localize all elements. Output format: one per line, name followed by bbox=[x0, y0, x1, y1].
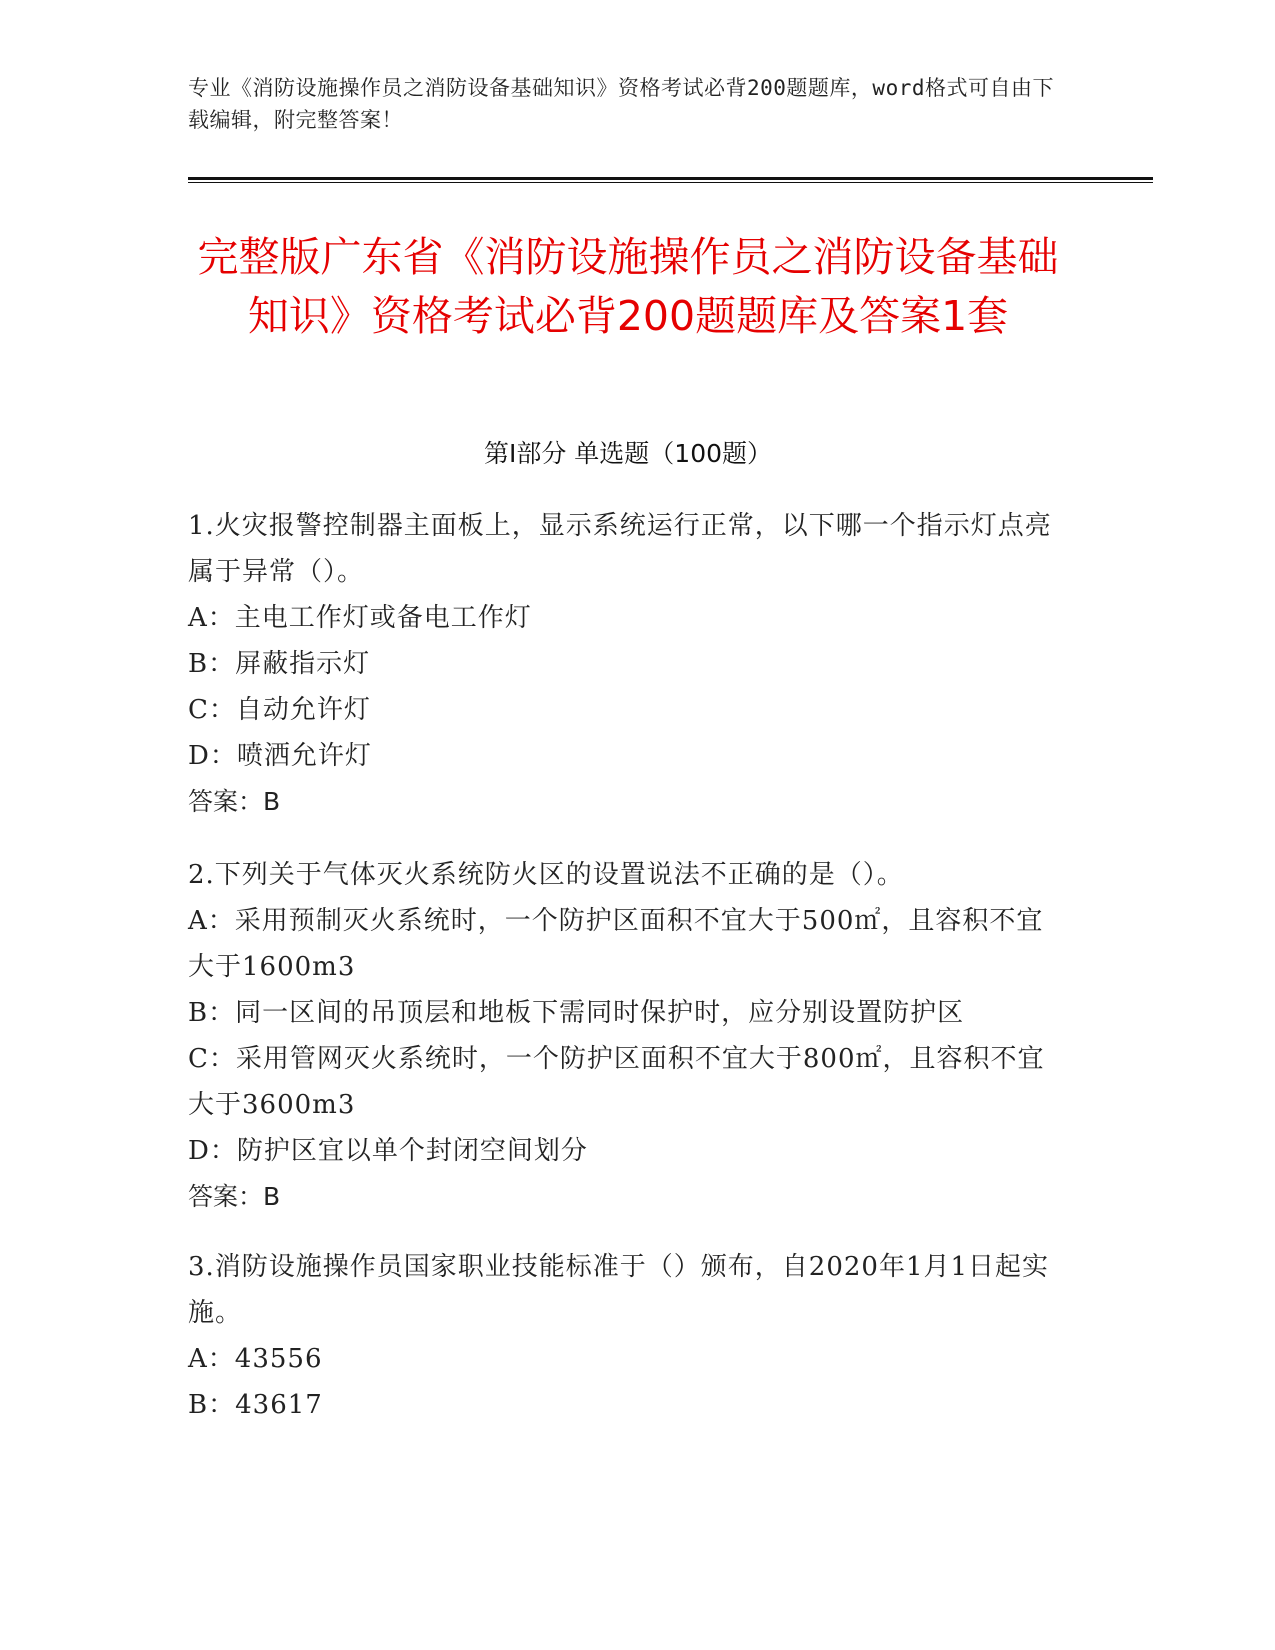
question-1 bbox=[188, 503, 1068, 825]
option-c: C：采用管网灭火系统时，一个防护区面积不宜大于800㎡，且容积不宜大于3600m3 bbox=[188, 1044, 1045, 1120]
question-stem: 2.下列关于气体灭火系统防火区的设置说法不正确的是（）。 bbox=[188, 860, 904, 890]
question-2 bbox=[188, 852, 1068, 1220]
document-title: 完整版广东省《消防设施操作员之消防设备基础知识》资格考试必背200题题库及答案1套 bbox=[197, 233, 1059, 340]
option-d: D：防护区宜以单个封闭空间划分 bbox=[188, 1136, 588, 1166]
section-heading: 第I部分 单选题（100题） bbox=[483, 439, 773, 468]
option-b: B：屏蔽指示灯 bbox=[188, 649, 371, 679]
header-note: 专业《消防设施操作员之消防设备基础知识》资格考试必背200题题库，word格式可自由下载编辑，附完整答案！ bbox=[188, 76, 1054, 132]
header-rule-thick bbox=[188, 177, 1153, 180]
question-3 bbox=[188, 1244, 1068, 1428]
option-b: B：同一区间的吊顶层和地板下需同时保护时，应分别设置防护区 bbox=[188, 998, 965, 1028]
option-a: A：43556 bbox=[188, 1344, 323, 1374]
question-stem: 3.消防设施操作员国家职业技能标准于（）颁布，自2020年1月1日起实施。 bbox=[188, 1252, 1050, 1328]
option-d: D：喷洒允许灯 bbox=[188, 741, 372, 771]
option-a: A：主电工作灯或备电工作灯 bbox=[188, 603, 532, 633]
option-b: B：43617 bbox=[188, 1390, 323, 1420]
option-a: A：采用预制灭火系统时，一个防护区面积不宜大于500㎡，且容积不宜大于1600m3 bbox=[188, 906, 1044, 982]
header-rule-thin bbox=[188, 182, 1153, 183]
option-c: C：自动允许灯 bbox=[188, 695, 371, 725]
answer: 答案：B bbox=[188, 1182, 281, 1211]
answer: 答案：B bbox=[188, 787, 281, 816]
question-stem: 1.火灾报警控制器主面板上，显示系统运行正常，以下哪一个指示灯点亮属于异常（）。 bbox=[188, 511, 1052, 587]
